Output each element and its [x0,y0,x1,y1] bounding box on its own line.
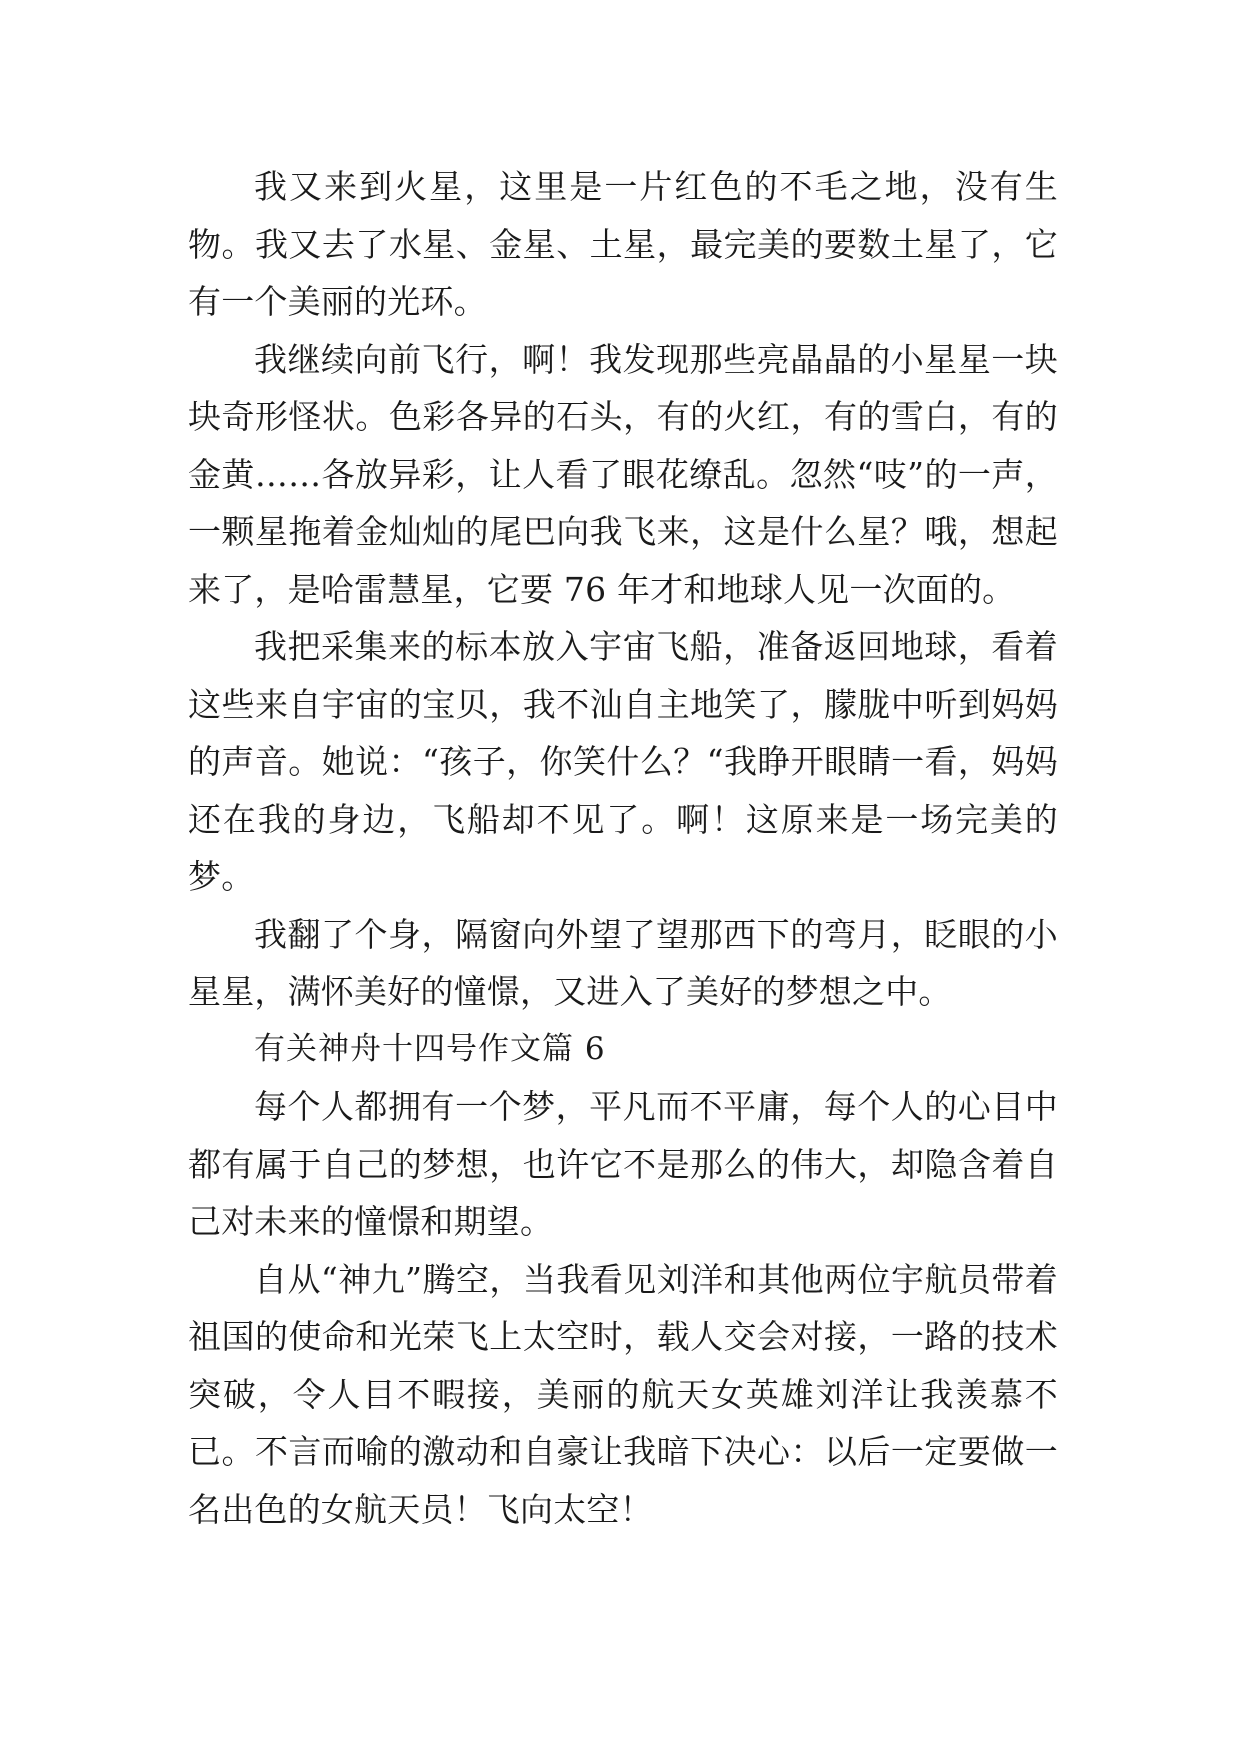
document-body [188,158,1058,1538]
paragraph-stars: 我继续向前飞行，啊！我发现那些亮晶晶的小星星一块块奇形怪状。色彩各异的石头，有的火红，有的雪白，有的金黄……各放异彩，让人看了眼花缭乱。忽然“吱”的一声，一颗星拖着金灿灿的尾巴向我飞来，这是什么星？哦，想起来了，是哈雷慧星，它要 76 年才和地球人见一次面的。 [188,339,1058,609]
paragraph-return: 我把采集来的标本放入宇宙飞船，准备返回地球，看着这些来自宇宙的宝贝，我不汕自主地笑了，朦胧中听到妈妈的声音。她说：“孩子，你笑什么？“我睁开眼睛一看，妈妈还在我的身边，飞船却不见了。啊！这原来是一场完美的梦。 [188,627,1058,896]
paragraph-shenjiu: 自从“神九”腾空，当我看见刘洋和其他两位宇航员带着祖国的使命和光荣飞上太空时，载人交会对接，一路的技术突破，令人目不暇接，美丽的航天女英雄刘洋让我羡慕不已。不言而喻的激动和自豪让我暗下决心：以后一定要做一名出色的女航天员！飞向太空！ [188,1259,1058,1529]
paragraph-dream: 我翻了个身，隔窗向外望了望那西下的弯月，眨眼的小星星，满怀美好的憧憬，又进入了美好的梦想之中。 [188,914,1058,1011]
paragraph-mars: 我又来到火星，这里是一片红色的不毛之地，没有生物。我又去了水星、金星、土星，最完美的要数土星了，它有一个美丽的光环。 [188,167,1058,321]
section-heading: 有关神舟十四号作文篇 6 [254,1030,606,1067]
paragraph-everyone-dream: 每个人都拥有一个梦，平凡而不平庸，每个人的心目中都有属于自己的梦想，也许它不是那么的伟大，却隐含着自己对未来的憧憬和期望。 [188,1087,1058,1241]
